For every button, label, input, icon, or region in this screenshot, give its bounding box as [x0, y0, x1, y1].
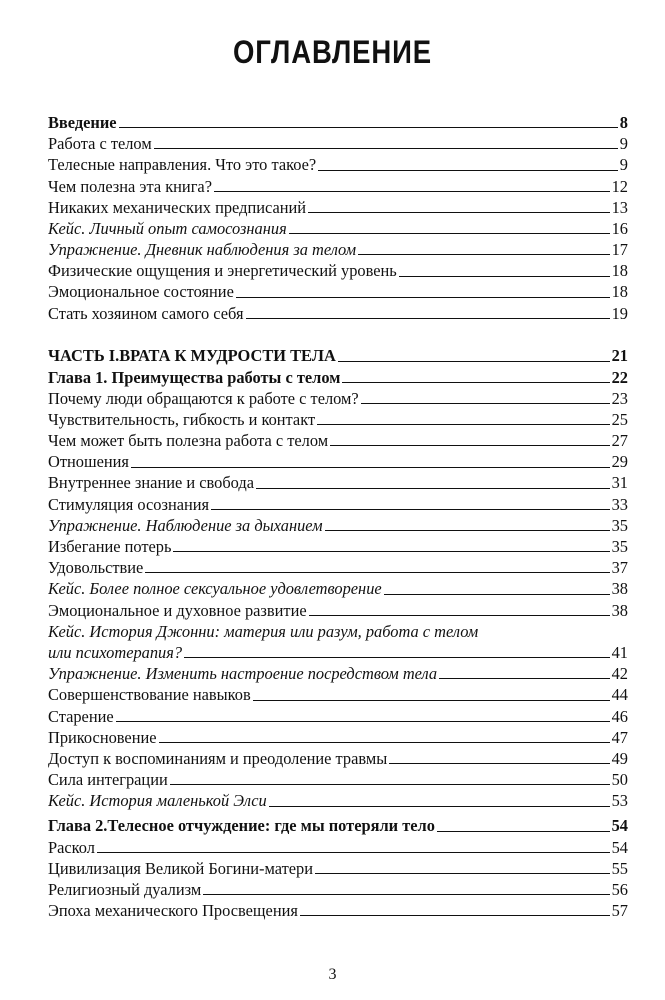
- toc-entry-page: 17: [611, 240, 628, 260]
- toc-entry: [48, 816, 628, 837]
- toc-entry-page: 49: [611, 748, 628, 768]
- toc-entry-title: Глава 2.Телесное отчуждение: где мы потеряли тело: [48, 816, 435, 836]
- toc-entry: [48, 858, 628, 879]
- toc-entry-title: Раскол: [48, 837, 95, 857]
- toc-entry: [48, 578, 628, 599]
- page-number: 3: [328, 966, 337, 983]
- toc-entry-page: 56: [611, 880, 628, 900]
- toc-entry: [48, 176, 628, 197]
- dot-leader: [145, 572, 609, 573]
- toc-entry-page: 38: [611, 579, 628, 599]
- toc-entry: [48, 112, 628, 133]
- toc-entry: [48, 769, 628, 790]
- toc-entry-title: Упражнение. Изменить настроение посредством тела: [48, 664, 438, 684]
- toc-entry-title: Почему люди обращаются к работе с телом?: [48, 388, 359, 408]
- toc-entry: [48, 557, 628, 578]
- toc-entry-title: Внутреннее знание и свобода: [48, 473, 255, 493]
- toc-entry-title: Кейс. Более полное сексуальное удовлетворение: [48, 579, 382, 599]
- dot-leader: [318, 170, 618, 171]
- toc-entry: [48, 790, 628, 811]
- toc-entry: [48, 706, 628, 727]
- toc-entry-title: Телесные направления. Что это такое?: [48, 155, 317, 175]
- dot-leader: [116, 721, 610, 722]
- dot-leader: [173, 551, 609, 552]
- toc-entry-title: Избегание потерь: [48, 537, 172, 557]
- table-of-contents: [48, 112, 628, 921]
- toc-entry-title: Кейс. Личный опыт самосознания: [48, 218, 287, 238]
- dot-leader: [389, 763, 609, 764]
- toc-entry-title: Кейс. История маленькой Элси: [48, 791, 267, 811]
- toc-entry: [48, 748, 628, 769]
- toc-entry: [48, 900, 628, 921]
- toc-entry-title: Работа с телом: [48, 134, 152, 154]
- dot-leader: [384, 594, 610, 595]
- dot-leader: [214, 191, 610, 192]
- toc-entry: [48, 837, 628, 858]
- toc-entry-page: 42: [611, 664, 628, 684]
- toc-entry: [48, 133, 628, 154]
- toc-part1b-section: [48, 663, 628, 811]
- toc-entry: [48, 409, 628, 430]
- toc-entry-title: Упражнение. Дневник наблюдения за телом: [48, 240, 357, 260]
- toc-entry-page: 25: [611, 409, 628, 429]
- dot-leader: [342, 382, 609, 383]
- toc-entry: [48, 642, 628, 663]
- dot-leader: [246, 318, 610, 319]
- toc-entry-page: 50: [611, 770, 628, 790]
- toc-entry-title: Совершенствование навыков: [48, 685, 251, 705]
- toc-entry-title: Введение: [48, 112, 117, 132]
- toc-entry: [48, 727, 628, 748]
- toc-entry: [48, 621, 628, 642]
- toc-entry-page: 38: [611, 600, 628, 620]
- dot-leader: [308, 212, 610, 213]
- toc-entry-title: Старение: [48, 706, 114, 726]
- dot-leader: [170, 784, 610, 785]
- toc-entry-page: 33: [611, 494, 628, 514]
- dot-leader: [203, 894, 609, 895]
- toc-entry-page: 21: [611, 346, 628, 366]
- dot-leader: [325, 530, 610, 531]
- dot-leader: [289, 233, 610, 234]
- toc-entry-page: 18: [611, 282, 628, 302]
- toc-entry-page: 9: [619, 134, 628, 154]
- toc-entry-page: 8: [619, 112, 628, 132]
- toc-part1-section: [48, 345, 628, 620]
- dot-leader: [358, 254, 610, 255]
- toc-entry: [48, 154, 628, 175]
- toc-entry-title: Сила интеграции: [48, 770, 168, 790]
- dot-leader: [154, 148, 618, 149]
- toc-entry-title: ЧАСТЬ I.ВРАТА К МУДРОСТИ ТЕЛА: [48, 346, 336, 366]
- toc-entry-page: 46: [611, 706, 628, 726]
- dot-leader: [269, 806, 610, 807]
- toc-entry-page: 16: [611, 218, 628, 238]
- dot-leader: [119, 127, 618, 128]
- dot-leader: [309, 615, 610, 616]
- toc-entry-title: Физические ощущения и энергетический уровень: [48, 261, 397, 281]
- dot-leader: [330, 445, 610, 446]
- toc-entry-title: Никаких механических предписаний: [48, 197, 307, 217]
- dot-leader: [439, 678, 610, 679]
- toc-entry-title: Религиозный дуализм: [48, 880, 202, 900]
- toc-chapter2-section: [48, 816, 628, 922]
- toc-entry-page: 53: [611, 791, 628, 811]
- toc-entry-title: Стать хозяином самого себя: [48, 303, 244, 323]
- toc-entry-page: 35: [611, 515, 628, 535]
- toc-entry: [48, 239, 628, 260]
- toc-entry: [48, 600, 628, 621]
- toc-entry-page: 55: [611, 858, 628, 878]
- toc-entry: [48, 451, 628, 472]
- toc-entry-page: 9: [619, 155, 628, 175]
- dot-leader: [317, 424, 610, 425]
- page-title: ОГЛАВЛЕНИЕ: [233, 34, 432, 70]
- toc-entry-page: 41: [611, 642, 628, 662]
- toc-entry-title: Кейс. История Джонни: материя или разум, работа с телом: [48, 621, 479, 641]
- dot-leader: [315, 873, 610, 874]
- toc-entry: [48, 282, 628, 303]
- toc-entry-page: 54: [611, 816, 628, 836]
- toc-entry-title: Глава 1. Преимущества работы с телом: [48, 367, 341, 387]
- toc-entry: [48, 218, 628, 239]
- dot-leader: [211, 509, 610, 510]
- toc-entry: [48, 388, 628, 409]
- toc-entry: [48, 879, 628, 900]
- toc-entry: [48, 515, 628, 536]
- toc-entry: [48, 663, 628, 684]
- dot-leader: [253, 700, 610, 701]
- dot-leader: [131, 467, 610, 468]
- dot-leader: [159, 742, 610, 743]
- toc-entry-title: Эмоциональное и духовное развитие: [48, 600, 307, 620]
- dot-leader: [338, 361, 610, 362]
- toc-entry-page: 13: [611, 197, 628, 217]
- toc-entry-title: Удовольствие: [48, 558, 144, 578]
- toc-entry: [48, 197, 628, 218]
- toc-entry-page: 57: [611, 901, 628, 921]
- dot-leader: [256, 488, 610, 489]
- toc-entry-title: Чем полезна эта книга?: [48, 176, 212, 196]
- toc-entry: [48, 536, 628, 557]
- toc-entry: [48, 430, 628, 451]
- toc-entry: [48, 260, 628, 281]
- toc-entry-title: Чувствительность, гибкость и контакт: [48, 409, 316, 429]
- toc-entry-title: Стимуляция осознания: [48, 494, 210, 514]
- dot-leader: [97, 852, 610, 853]
- dot-leader: [300, 915, 610, 916]
- toc-entry-title: Прикосновение: [48, 727, 157, 747]
- toc-entry-page: 12: [611, 176, 628, 196]
- toc-entry-title: Цивилизация Великой Богини-матери: [48, 858, 313, 878]
- dot-leader: [361, 403, 610, 404]
- dot-leader: [184, 657, 610, 658]
- toc-entry: [48, 367, 628, 388]
- toc-entry: [48, 473, 628, 494]
- toc-entry-title: или психотерапия?: [48, 642, 183, 662]
- toc-entry-page: 18: [611, 261, 628, 281]
- dot-leader: [236, 297, 610, 298]
- toc-entry-page: 19: [611, 303, 628, 323]
- toc-entry-title: Чем может быть полезна работа с телом: [48, 431, 329, 451]
- toc-entry: [48, 684, 628, 705]
- toc-entry-page: 47: [611, 727, 628, 747]
- toc-entry: [48, 494, 628, 515]
- toc-entry-page: 27: [611, 431, 628, 451]
- toc-entry-page: 54: [611, 837, 628, 857]
- toc-entry-title: Отношения: [48, 452, 129, 472]
- toc-entry-page: 22: [611, 367, 628, 387]
- dot-leader: [437, 831, 610, 832]
- toc-entry-title: Эмоциональное состояние: [48, 282, 234, 302]
- toc-entry: [48, 303, 628, 324]
- toc-entry-title: Доступ к воспоминаниям и преодоление травмы: [48, 748, 388, 768]
- toc-entry-page: 29: [611, 452, 628, 472]
- toc-entry-page: 44: [611, 685, 628, 705]
- toc-entry-title: Эпоха механического Просвещения: [48, 901, 298, 921]
- toc-entry-page: 23: [611, 388, 628, 408]
- toc-entry-title: Упражнение. Наблюдение за дыханием: [48, 515, 323, 535]
- toc-entry-page: 35: [611, 537, 628, 557]
- toc-entry-page: 37: [611, 558, 628, 578]
- toc-intro-section: [48, 112, 628, 324]
- toc-entry-page: 31: [611, 473, 628, 493]
- toc-entry: [48, 345, 628, 366]
- dot-leader: [399, 276, 610, 277]
